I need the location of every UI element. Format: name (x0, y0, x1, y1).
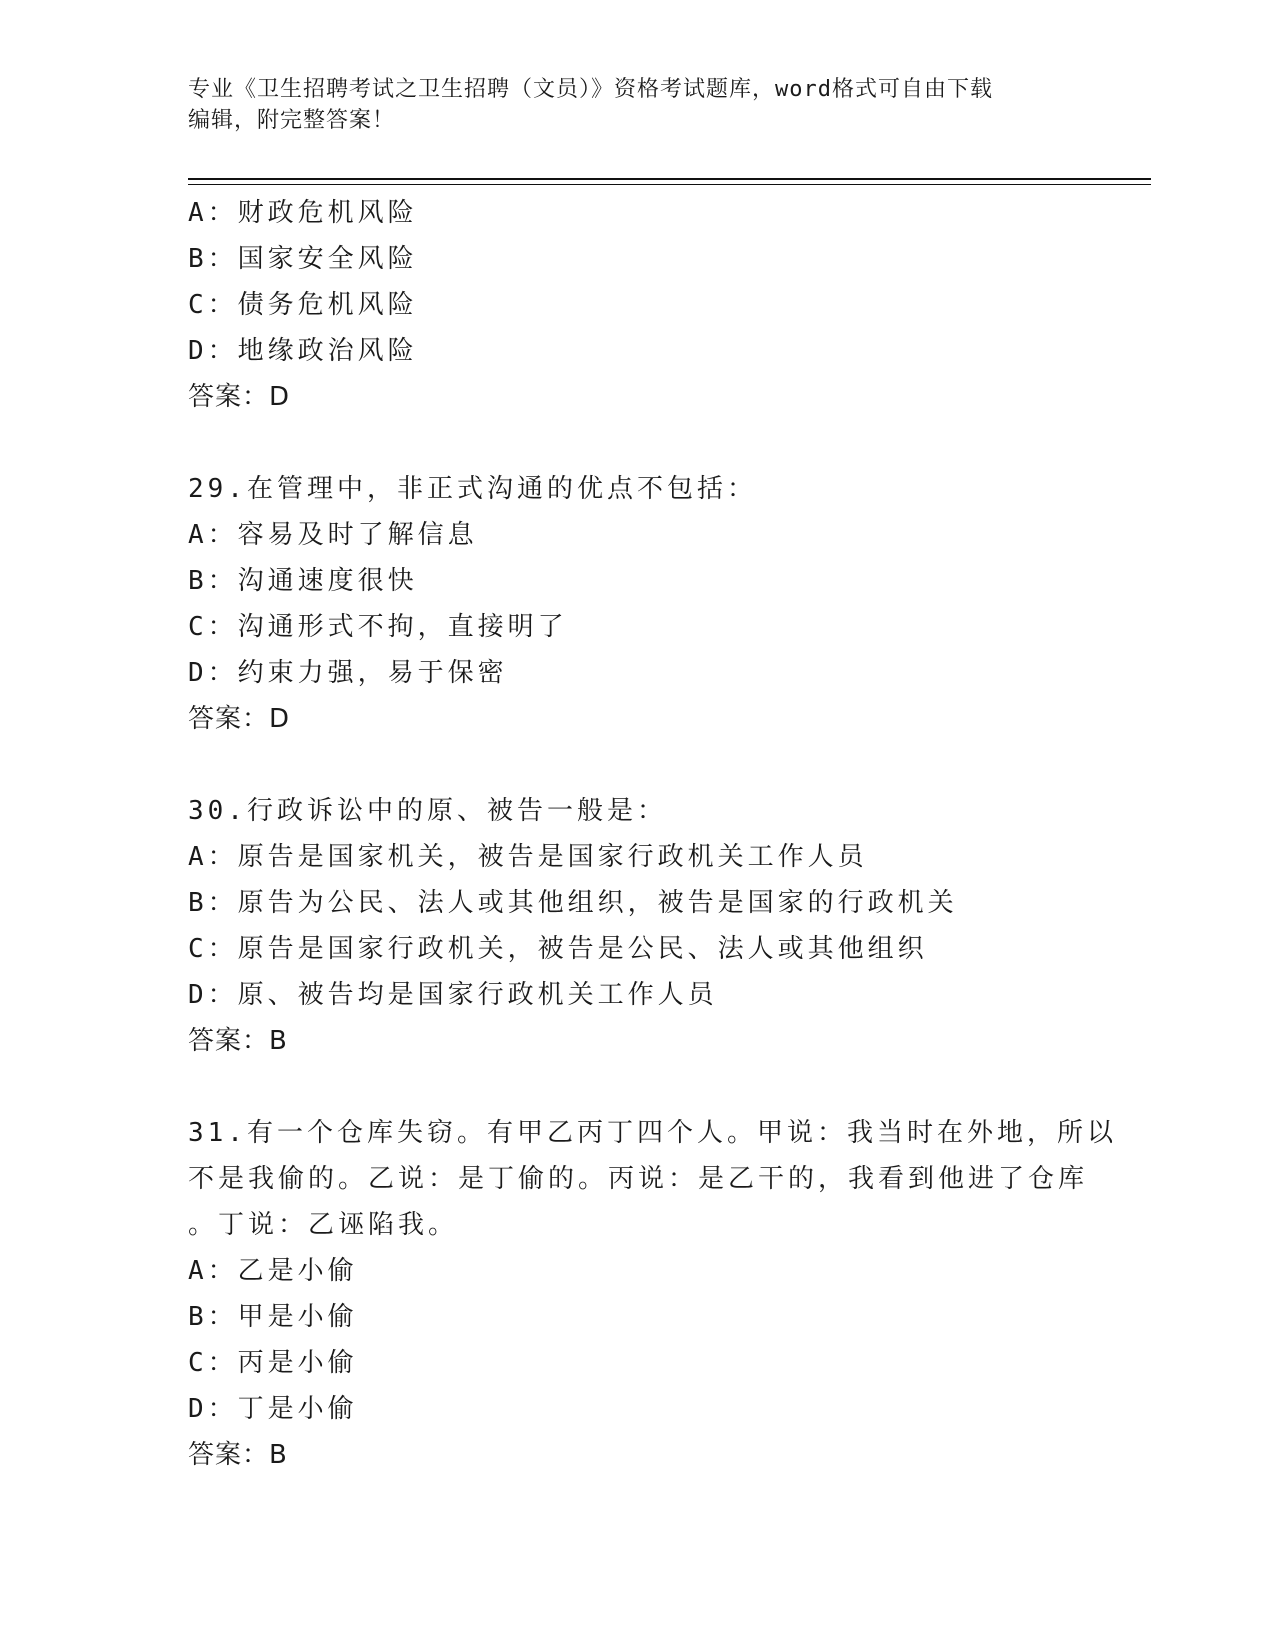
answer: 答案：B (188, 1026, 288, 1056)
question-stem-line-3: 。丁说：乙诬陷我。 (188, 1210, 459, 1240)
answer: 答案：B (188, 1440, 288, 1470)
option-b: B：原告为公民、法人或其他组织，被告是国家的行政机关 (188, 888, 958, 918)
spacer (188, 1064, 1088, 1110)
option-c: C：沟通形式不拘，直接明了 (188, 612, 568, 642)
option-b: B：沟通速度很快 (188, 566, 418, 596)
option-c: C：债务危机风险 (188, 290, 418, 320)
question-stem: 30.行政诉讼中的原、被告一般是： (188, 796, 667, 826)
option-d: D：约束力强，易于保密 (188, 658, 508, 688)
question-stem-line-2: 不是我偷的。乙说：是丁偷的。丙说：是乙干的，我看到他进了仓库 (188, 1164, 1089, 1194)
answer: 答案：D (188, 704, 291, 734)
option-b: B：甲是小偷 (188, 1302, 358, 1332)
question-stem: 29.在管理中，非正式沟通的优点不包括： (188, 474, 757, 504)
question-28 (188, 190, 1088, 420)
question-29 (188, 466, 1088, 742)
document-header (188, 74, 1088, 136)
option-a: A：原告是国家机关，被告是国家行政机关工作人员 (188, 842, 868, 872)
option-d: D：地缘政治风险 (188, 336, 418, 366)
question-31 (188, 1110, 1117, 1478)
header-divider-thin (188, 184, 1151, 185)
question-30 (188, 788, 1088, 1064)
header-line-1: 专业《卫生招聘考试之卫生招聘（文员）》资格考试题库，word格式可自由下载 (188, 77, 993, 102)
header-line-2: 编辑，附完整答案！ (188, 108, 396, 133)
option-a: A：乙是小偷 (188, 1256, 358, 1286)
option-b: B：国家安全风险 (188, 244, 418, 274)
option-d: D：丁是小偷 (188, 1394, 358, 1424)
option-a: A：容易及时了解信息 (188, 520, 478, 550)
spacer (188, 742, 1088, 788)
option-a: A：财政危机风险 (188, 198, 418, 228)
spacer (188, 420, 1088, 466)
option-d: D：原、被告均是国家行政机关工作人员 (188, 980, 718, 1010)
option-c: C：丙是小偷 (188, 1348, 358, 1378)
question-body (188, 190, 1117, 1478)
header-divider-thick (188, 178, 1151, 180)
option-c: C：原告是国家行政机关，被告是公民、法人或其他组织 (188, 934, 928, 964)
answer: 答案：D (188, 382, 291, 412)
question-stem-line-1: 31.有一个仓库失窃。有甲乙丙丁四个人。甲说：我当时在外地，所以 (188, 1118, 1117, 1148)
